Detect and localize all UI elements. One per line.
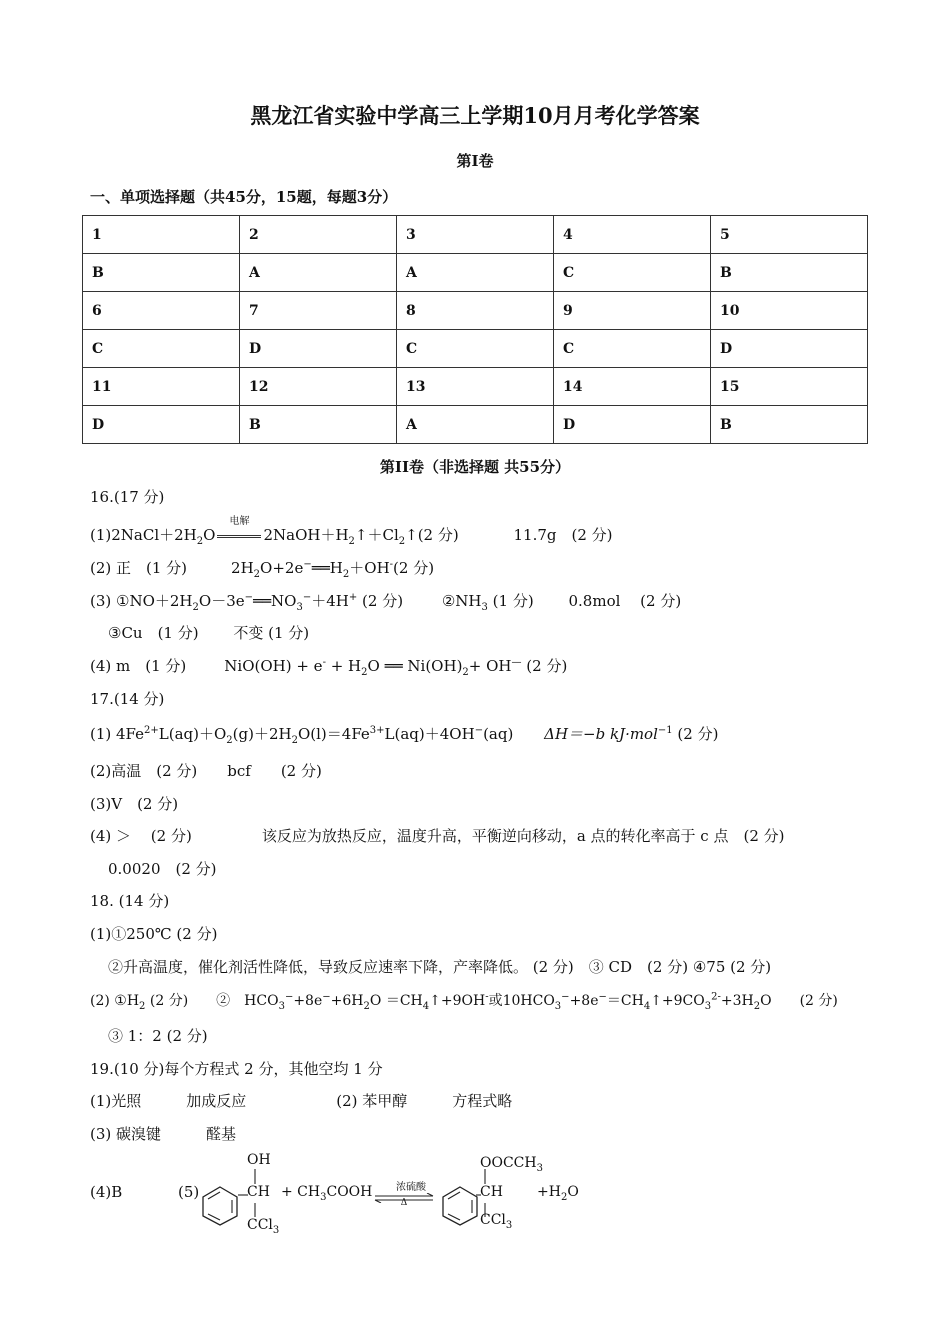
q16-line-3: (3) $①NO+2H_2O-3e^-══NO_3^-+4H^+$ (2 分) $②NH_3$ (1 分) 0.8mol (2 分) <box>90 592 682 613</box>
q18-heading: 18. (14 分) <box>90 892 170 910</box>
answer-row <box>83 330 868 368</box>
reactant-oh: OH <box>247 1152 271 1168</box>
answer-cell: D <box>83 406 240 444</box>
answer-cell: B <box>83 254 240 292</box>
question-number-cell: 13 <box>397 368 554 406</box>
q17-heading: 17.(14 分) <box>90 690 165 708</box>
q19-line-1: (1)光照 加成反应 (2) 苯甲醇 方程式略 <box>90 1092 513 1110</box>
question-number-cell: 10 <box>711 292 868 330</box>
q16-line-1: $(1)2NaCl+2H_2O$ 电解 $2NaOH+H_2↑+Cl_2↑(2$ 分) 11.7g (2 分) <box>90 516 613 547</box>
water-product: $+H_2O$ <box>537 1184 579 1203</box>
product-ccl3: CCl$_3$ <box>480 1212 513 1231</box>
question-number-row <box>83 216 868 254</box>
question-number-cell: 7 <box>240 292 397 330</box>
question-number-cell: 9 <box>554 292 711 330</box>
question-number-cell: 3 <box>397 216 554 254</box>
answer-cell: B <box>711 254 868 292</box>
benzene-ring-reactant <box>200 1185 240 1227</box>
reactant-ccl3: CCl$_3$ <box>247 1217 280 1236</box>
q18-line-2: ②升高温度，催化剂活性降低，导致反应速率下降，产率降低。 (2 分) ③ CD (2 分) ④75 (2 分) <box>108 958 772 976</box>
q19-answer-5-label: (5) <box>178 1183 200 1201</box>
q16-line-2: (2) 正 (1 分) $2H_2O+2e^-══H_2+OH^-(2$ 分) <box>90 559 435 580</box>
question-number-cell: 5 <box>711 216 868 254</box>
question-number-cell: 4 <box>554 216 711 254</box>
answer-cell: C <box>83 330 240 368</box>
product-ch: CH <box>480 1184 503 1200</box>
question-number-cell: 2 <box>240 216 397 254</box>
question-number-cell: 15 <box>711 368 868 406</box>
question-number-cell: 14 <box>554 368 711 406</box>
q17-line-3: (3)V (2 分) <box>90 795 179 813</box>
page-title: 黑龙江省实验中学高三上学期10月月考化学答案 <box>250 103 700 128</box>
answer-cell: A <box>397 406 554 444</box>
electrolysis-arrow: 电解 <box>215 526 263 544</box>
question-number-cell: 1 <box>83 216 240 254</box>
answer-cell: C <box>554 330 711 368</box>
answer-cell: C <box>397 330 554 368</box>
question-number-cell: 12 <box>240 368 397 406</box>
q17-line-4: (4) ＞ (2 分) 该反应为放热反应，温度升高，平衡逆向移动，a 点的转化率高于 c 点 (2 分) <box>90 827 785 845</box>
answer-row <box>83 254 868 292</box>
volume-2-heading: 第II卷（非选择题 共55分） <box>379 458 571 476</box>
answer-cell: B <box>240 406 397 444</box>
q17-line-5: 0.0020 (2 分) <box>108 860 217 878</box>
answer-cell: A <box>240 254 397 292</box>
answer-table <box>82 215 868 444</box>
acetic-acid: + $CH_3COOH$ <box>281 1184 373 1203</box>
question-number-row <box>83 292 868 330</box>
section-1-heading: 一、单项选择题（共45分，15题，每题3分） <box>90 188 398 206</box>
q19-answer-4: (4)B <box>90 1183 123 1201</box>
q16-heading: 16.(17 分) <box>90 488 165 506</box>
volume-1-heading: 第I卷 <box>456 152 494 170</box>
product-ester: $OOCCH_3$ <box>480 1155 543 1174</box>
answer-row <box>83 406 868 444</box>
condition-catalyst: 浓硫酸 <box>396 1182 426 1193</box>
answer-cell: A <box>397 254 554 292</box>
answer-cell: B <box>711 406 868 444</box>
answer-cell: D <box>711 330 868 368</box>
q19-line-2: (3) 碳溴键 醛基 <box>90 1125 237 1143</box>
question-number-row <box>83 368 868 406</box>
q16-line-5: (4) m (1 分) $NiO(OH) + e^- + H_2O$ ══ $Ni(OH)_2+ OH^—$ (2 分) <box>90 657 568 678</box>
q17-line-2: (2)高温 (2 分) bcf (2 分) <box>90 762 322 780</box>
q19-heading: 19.(10 分)每个方程式 2 分，其他空均 1 分 <box>90 1060 383 1078</box>
question-number-cell: 6 <box>83 292 240 330</box>
answer-cell: D <box>240 330 397 368</box>
q16-line-4: ③Cu (1 分) 不变 (1 分) <box>108 624 310 642</box>
reactant-ch: CH <box>247 1184 270 1200</box>
answer-cell: D <box>554 406 711 444</box>
condition-heat: Δ <box>400 1198 408 1208</box>
answer-cell: C <box>554 254 711 292</box>
q18-line-4: ③ 1：2 (2 分) <box>108 1027 208 1045</box>
question-number-cell: 8 <box>397 292 554 330</box>
q18-line-1: (1)①250℃ (2 分) <box>90 925 218 943</box>
q17-line-1: (1) $4Fe^{2+}L(aq)+O_2(g)+2H_2O(l)=4Fe^{3+}L(aq)+4OH^-(aq)$ ΔH＝−b kJ·mol$^{-1}$ (2 分) <box>90 725 719 746</box>
q18-line-3: (2) $①H_2$ (2 分) ② $HCO_3^-+8e^-+6H_2O$ $=CH_4↑+9OH^-$或$10HCO_3^-+8e^-=CH_4↑+9CO_3^{2-}+3H_2O$ (2 分) <box>90 991 838 1012</box>
question-number-cell: 11 <box>83 368 240 406</box>
